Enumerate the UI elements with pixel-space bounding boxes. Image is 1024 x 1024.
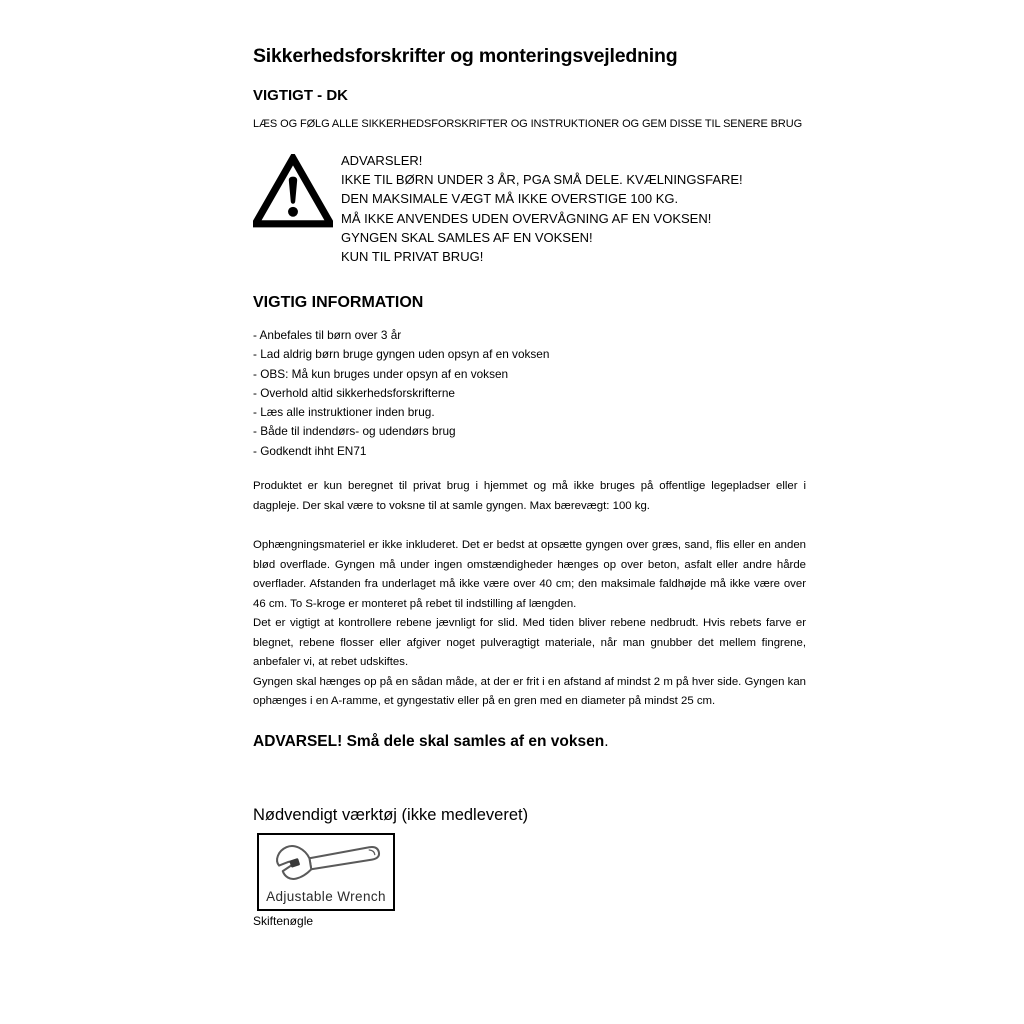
paragraph-rope-wear: Det er vigtigt at kontrollere rebene jævnligt for slid. Med tiden bliver rebene nedbrudt. Hvis rebets farve er blegnet, rebene flosser eller afgiver noget pulveragtigt materiale, når man gnubber det mellem fingrene, anbefaler vi, at rebet udskiftes. (253, 617, 806, 668)
list-item: - Både til indendørs- og udendørs brug (253, 424, 456, 439)
tool-image-box (257, 833, 395, 911)
list-item: - Overhold altid sikkerhedsforskrifterne (253, 385, 455, 400)
warning-line: IKKE TIL BØRN UNDER 3 ÅR, PGA SMÅ DELE. KVÆLNINGSFARE! (341, 172, 743, 188)
important-info-list (253, 326, 549, 461)
assembly-warning-period: . (604, 733, 609, 750)
warning-line: KUN TIL PRIVAT BRUG! (341, 249, 484, 265)
paragraph-mounting-surface: Ophængningsmateriel er ikke inkluderet. Det er bedst at opsætte gyngen over græs, sand, flis eller en anden blød overflade. Gyngen må under ingen omstændigheder hænges op over beton, asfalt eller andre hårde overflader. Afstanden fra underlaget må ikke være over 40 cm; den maksimale faldhøjde må ikke være over 46 cm. To S-kroge er monteret på rebet til indstilling af længden. (253, 539, 806, 610)
list-item: - Anbefales til børn over 3 år (253, 328, 402, 342)
document-page (253, 0, 806, 1024)
section-heading-vigtig-information: VIGTIG INFORMATION (253, 294, 424, 311)
assembly-warning-bold-text: ADVARSEL! Små dele skal samles af en voksen (253, 733, 605, 750)
tool-image-label: Adjustable Wrench (266, 889, 386, 904)
paragraph-private-use: Produktet er kun beregnet til privat brug i hjemmet og må ikke bruges på offentlige legepladser eller i dagpleje. Der skal være to voksne til at samle gyngen. Max bærevægt: 100 kg. (253, 480, 806, 512)
paragraph-group-mounting (253, 536, 806, 712)
section-heading-vigtigt-dk: VIGTIGT - DK (253, 87, 348, 104)
list-item: - Lad aldrig børn bruge gyngen uden opsyn af en voksen (253, 347, 550, 362)
warning-triangle-icon (253, 154, 333, 228)
warning-block (253, 151, 806, 266)
adjustable-wrench-icon (263, 838, 389, 884)
page-title: Sikkerhedsforskrifter og monteringsvejledning (253, 45, 678, 67)
warning-line: GYNGEN SKAL SAMLES AF EN VOKSEN! (341, 229, 593, 245)
warning-text (341, 151, 743, 266)
warning-line: ADVARSLER! (341, 153, 423, 168)
assembly-warning-line (253, 733, 609, 751)
warning-line: MÅ IKKE ANVENDES UDEN OVERVÅGNING AF EN VOKSEN! (341, 210, 712, 226)
warning-line: DEN MAKSIMALE VÆGT MÅ IKKE OVERSTIGE 100 KG. (341, 191, 679, 207)
paragraph-clearance: Gyngen skal hænges op på en sådan måde, at der er frit i en afstand af mindst 2 m på hver side. Gyngen kan ophænges i en A-ramme, et gyngestativ eller på en gren med en diameter på mindst 25 cm. (253, 675, 806, 707)
list-item: - OBS: Må kun bruges under opsyn af en voksen (253, 366, 509, 381)
tool-caption: Skiftenøgle (253, 914, 314, 928)
list-item: - Godkendt ihht EN71 (253, 443, 367, 458)
list-item: - Læs alle instruktioner inden brug. (253, 405, 435, 420)
section-heading-required-tools: Nødvendigt værktøj (ikke medleveret) (253, 806, 529, 824)
read-and-save-instruction: LÆS OG FØLG ALLE SIKKERHEDSFORSKRIFTER OG INSTRUKTIONER OG GEM DISSE TIL SENERE BRUG (253, 118, 803, 130)
